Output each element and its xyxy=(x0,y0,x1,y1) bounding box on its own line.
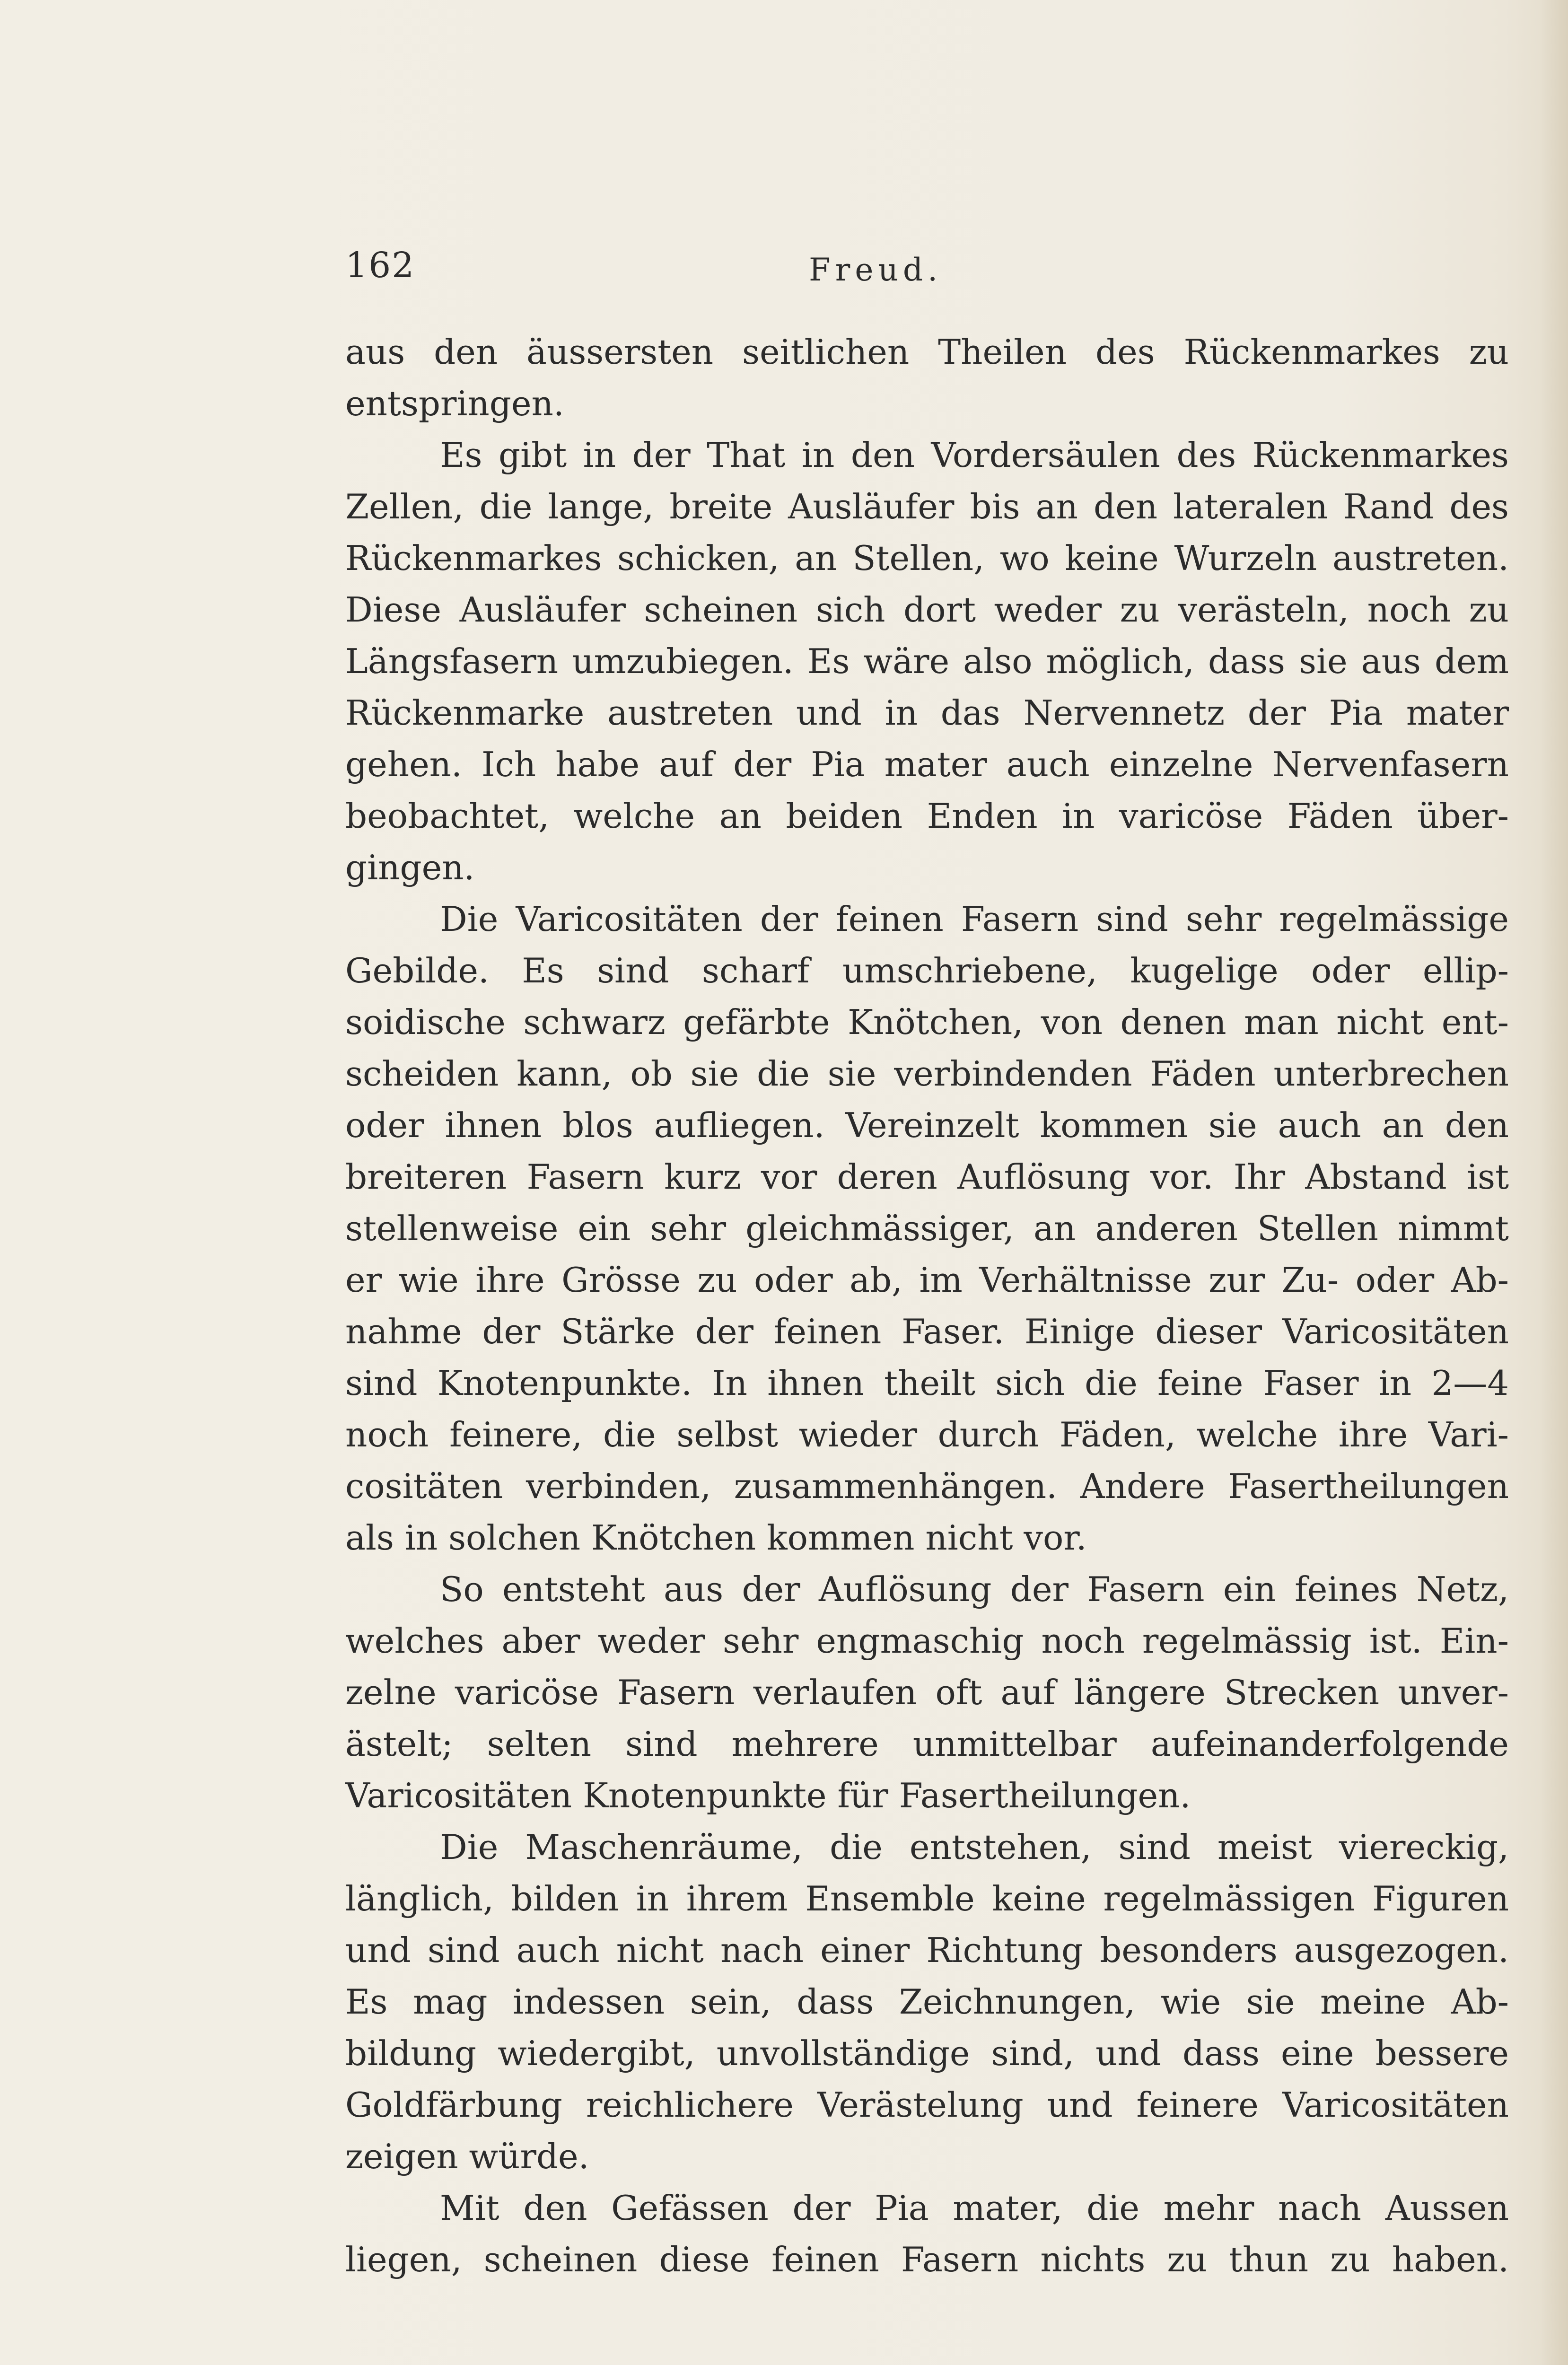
text-line: Goldfärbung reichlichere Verästelung und feinere Varicositäten xyxy=(345,2085,1509,2125)
body-text xyxy=(345,326,1509,2286)
text-line: Die Varicositäten der feinen Fasern sind sehr regelmässige xyxy=(440,899,1509,939)
text-line: gehen. Ich habe auf der Pia mater auch einzelne Nervenfasern xyxy=(345,745,1509,784)
text-line: Mit den Gefässen der Pia mater, die mehr nach Aussen xyxy=(440,2188,1509,2228)
text-line: Die Maschenräume, die entstehen, sind meist viereckig, xyxy=(440,1827,1509,1867)
text-line: noch feinere, die selbst wieder durch Fäden, welche ihre Vari- xyxy=(345,1415,1509,1454)
text-line: welches aber weder sehr engmaschig noch regelmässig ist. Ein- xyxy=(345,1621,1509,1661)
text-line: oder ihnen blos aufliegen. Vereinzelt kommen sie auch an den xyxy=(345,1105,1509,1145)
text-line: und sind auch nicht nach einer Richtung besonders ausgezogen. xyxy=(345,1930,1509,1970)
text-line: zelne varicöse Fasern verlaufen oft auf längere Strecken unver- xyxy=(345,1673,1509,1712)
text-line: Diese Ausläufer scheinen sich dort weder zu verästeln, noch zu xyxy=(345,590,1509,630)
text-line: Zellen, die lange, breite Ausläufer bis an den lateralen Rand des xyxy=(345,487,1509,526)
text-line: beobachtet, welche an beiden Enden in varicöse Fäden über- xyxy=(345,796,1509,836)
text-line: sind Knotenpunkte. In ihnen theilt sich die feine Faser in 2—4 xyxy=(345,1363,1509,1403)
text-line: breiteren Fasern kurz vor deren Auflösung vor. Ihr Abstand ist xyxy=(345,1157,1509,1197)
running-head: Freud. xyxy=(809,252,943,288)
text-line: er wie ihre Grösse zu oder ab, im Verhältnisse zur Zu- oder Ab- xyxy=(345,1260,1509,1300)
text-line: länglich, bilden in ihrem Ensemble keine regelmässigen Figuren xyxy=(345,1879,1509,1918)
text-line: aus den äussersten seitlichen Theilen des Rückenmarkes zu xyxy=(345,332,1509,372)
text-line: scheiden kann, ob sie die sie verbindenden Fäden unterbrechen xyxy=(345,1054,1509,1094)
text-line: ästelt; selten sind mehrere unmittelbar aufeinanderfolgende xyxy=(345,1724,1509,1764)
text-line: cositäten verbinden, zusammenhängen. Andere Fasertheilungen xyxy=(345,1466,1509,1506)
text-line: nahme der Stärke der feinen Faser. Einige dieser Varicositäten xyxy=(345,1312,1509,1351)
text-line: Rückenmarke austreten und in das Nervennetz der Pia mater xyxy=(345,693,1509,733)
text-line: entspringen. xyxy=(345,384,564,423)
text-line: Varicositäten Knotenpunkte für Fasertheilungen. xyxy=(345,1776,1191,1815)
text-line: Gebilde. Es sind scharf umschriebene, kugelige oder ellip- xyxy=(345,951,1509,990)
text-line: Es mag indessen sein, dass Zeichnungen, wie sie meine Ab- xyxy=(345,1982,1509,2022)
text-line: soidische schwarz gefärbte Knötchen, von denen man nicht ent- xyxy=(345,1002,1509,1042)
text-line: Es gibt in der That in den Vordersäulen des Rückenmarkes xyxy=(440,435,1509,475)
text-line: als in solchen Knötchen kommen nicht vor. xyxy=(345,1518,1087,1558)
text-line: gingen. xyxy=(345,848,475,887)
text-line: zeigen würde. xyxy=(345,2137,589,2176)
page-number: 162 xyxy=(345,245,415,286)
text-line: bildung wiedergibt, unvollständige sind, und dass eine bessere xyxy=(345,2033,1509,2073)
text-line: liegen, scheinen diese feinen Fasern nichts zu thun zu haben. xyxy=(345,2240,1509,2279)
page-edge-shadow xyxy=(1540,0,1568,2365)
text-line: So entsteht aus der Auflösung der Fasern ein feines Netz, xyxy=(440,1569,1509,1609)
text-line: Längsfasern umzubiegen. Es wäre also möglich, dass sie aus dem xyxy=(345,641,1509,681)
page-header xyxy=(345,245,1509,292)
text-line: Rückenmarkes schicken, an Stellen, wo keine Wurzeln austreten. xyxy=(345,538,1509,578)
text-line: stellenweise ein sehr gleichmässiger, an anderen Stellen nimmt xyxy=(345,1209,1509,1248)
